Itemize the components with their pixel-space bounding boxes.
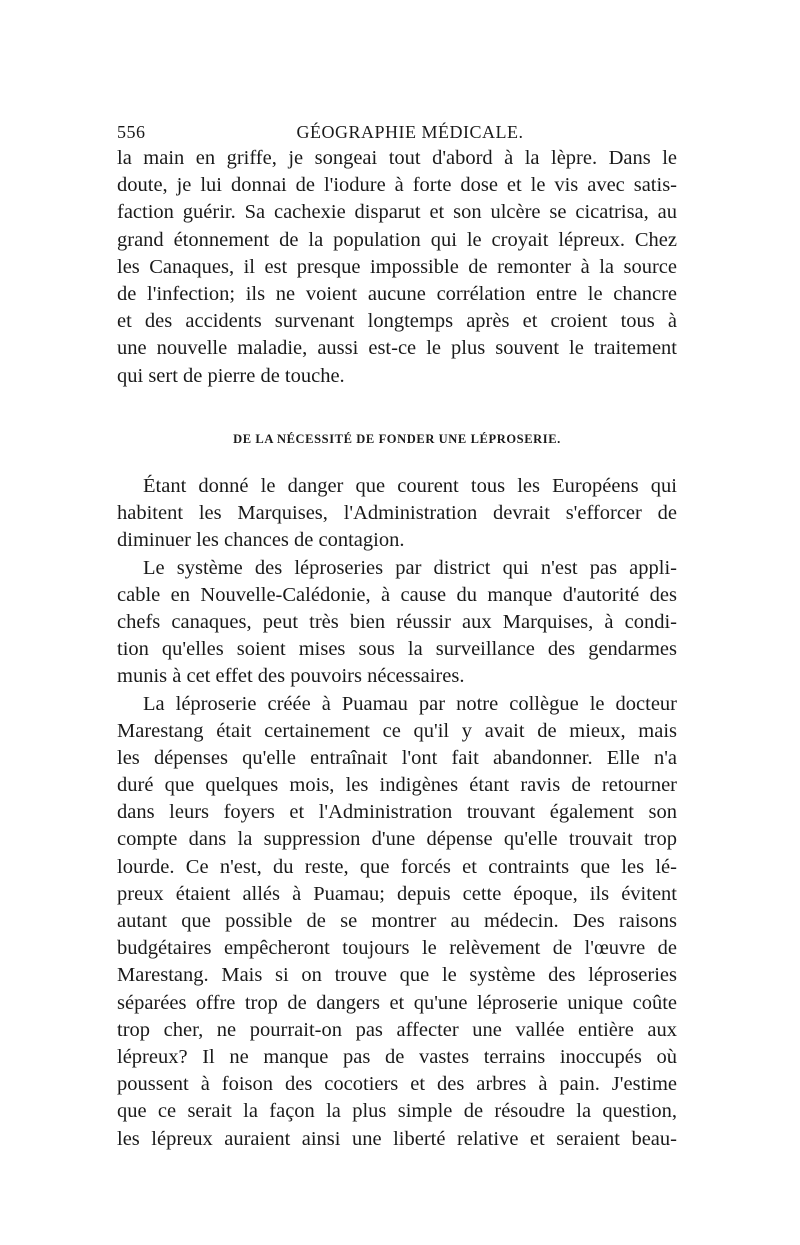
- text-line: budgétaires empêcheront toujours le relèvement de l'œuvre de: [117, 937, 677, 960]
- paragraph: [117, 691, 677, 1153]
- text-line: une nouvelle maladie, aussi est-ce le plus souvent le traitement: [117, 337, 677, 360]
- text-line: tion qu'elles soient mises sous la surveillance des gendarmes: [117, 638, 677, 661]
- text-line: les dépenses qu'elle entraînait l'ont fait abandonner. Elle n'a: [117, 746, 677, 769]
- text-line: lourde. Ce n'est, du reste, que forcés et contraints que les lé-: [117, 855, 677, 878]
- text-line: lépreux? Il ne manque pas de vastes terrains inoccupés où: [117, 1045, 677, 1068]
- text-line: et des accidents survenant longtemps après et croient tous à: [117, 310, 677, 333]
- text-line: munis à cet effet des pouvoirs nécessaires.: [117, 665, 465, 688]
- text-line: habitent les Marquises, l'Administration devrait s'efforcer de: [117, 502, 677, 525]
- text-line: compte dans la suppression d'une dépense qu'elle trouvait trop: [117, 828, 677, 851]
- text-line: la main en griffe, je songeai tout d'abord à la lèpre. Dans le: [117, 147, 677, 169]
- text-line: cable en Nouvelle-Calédonie, à cause du manque d'autorité des: [117, 583, 677, 606]
- text-line: chefs canaques, peut très bien réussir aux Marquises, à condi-: [117, 610, 677, 633]
- text-line: dans leurs foyers et l'Administration trouvant également son: [117, 801, 677, 824]
- text-line: doute, je lui donnai de l'iodure à forte dose et le vis avec satis-: [117, 174, 677, 197]
- text-line: poussent à foison des cocotiers et des arbres à pain. J'estime: [117, 1073, 677, 1096]
- text-line: diminuer les chances de contagion.: [117, 529, 405, 552]
- text-line: les lépreux auraient ainsi une liberté relative et seraient beau-: [117, 1127, 677, 1150]
- page-number: 556: [117, 122, 146, 142]
- text-line: faction guérir. Sa cachexie disparut et son ulcère se cicatrisa, au: [117, 201, 677, 224]
- text-line: autant que possible de se montrer au médecin. Des raisons: [117, 910, 677, 932]
- text-line: duré que quelques mois, les indigènes étant ravis de retourner: [117, 774, 677, 797]
- text-line: séparées offre trop de dangers et qu'une léproserie unique coûte: [117, 991, 677, 1014]
- text-line: La léproserie créée à Puamau par notre collègue le docteur: [143, 692, 677, 715]
- text-line: preux étaient allés à Puamau; depuis cette époque, ils évitent: [117, 882, 677, 905]
- text-line: Le système des léproseries par district qui n'est pas appli-: [143, 556, 677, 579]
- text-line: de l'infection; ils ne voient aucune corrélation entre le chancre: [117, 282, 677, 305]
- paragraph-continued: [117, 145, 677, 390]
- paragraph: [117, 473, 677, 555]
- text-line: Marestang. Mais si on trouve que le système des léproseries: [117, 964, 677, 987]
- running-title: GÉOGRAPHIE MÉDICALE.: [296, 122, 524, 142]
- text-line: Étant donné le danger que courent tous les Européens qui: [143, 475, 677, 497]
- paragraph: [117, 555, 677, 691]
- text-line: Marestang était certainement ce qu'il y avait de mieux, mais: [117, 719, 677, 742]
- section-body: [117, 473, 677, 1153]
- text-line: qui sert de pierre de touche.: [117, 364, 345, 387]
- text-line: que ce serait la façon la plus simple de résoudre la question,: [117, 1100, 677, 1123]
- section-heading: DE LA NÉCESSITÉ DE FONDER UNE LÉPROSERIE.: [233, 432, 561, 446]
- text-line: trop cher, ne pourrait-on pas affecter une vallée entière aux: [117, 1018, 677, 1041]
- page-header: [117, 122, 677, 146]
- text-line: les Canaques, il est presque impossible de remonter à la source: [117, 255, 677, 278]
- text-line: grand étonnement de la population qui le croyait lépreux. Chez: [117, 228, 677, 251]
